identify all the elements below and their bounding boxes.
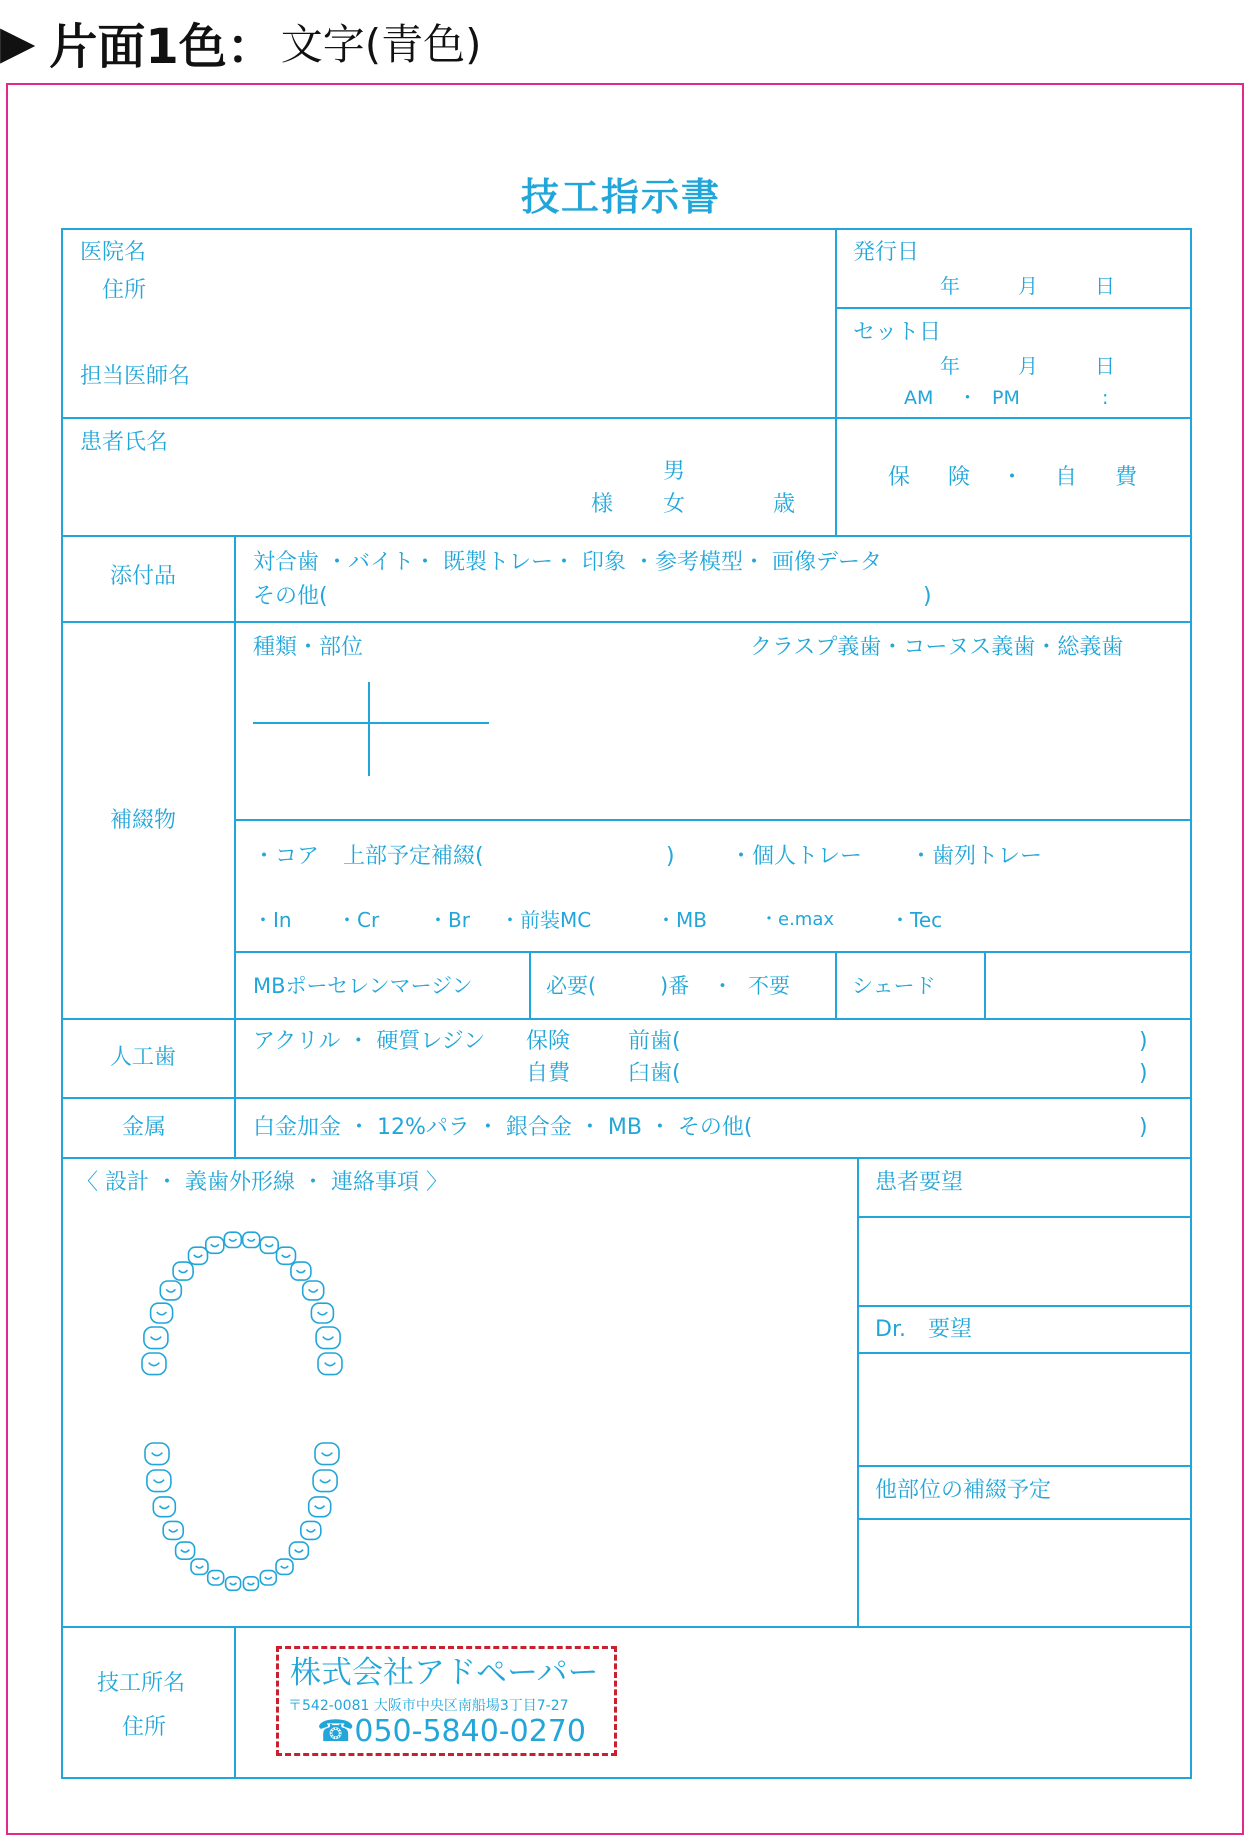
- col-divider: [835, 951, 837, 1020]
- patient-request-label: 患者要望: [875, 1170, 964, 1195]
- tooth-outline: [318, 1353, 342, 1375]
- tooth-outline: [291, 1262, 311, 1280]
- tooth-outline: [191, 1559, 208, 1574]
- restoration-upper-plan-open: 上部予定補綴(: [343, 844, 484, 869]
- tooth-groove: [212, 1577, 219, 1579]
- company-phone: [317, 1714, 586, 1749]
- clinic-name-label: 医院名: [80, 240, 147, 265]
- set-date-dot: ・: [958, 387, 978, 409]
- restoration-denture-types: クラスプ義歯・コーヌス義歯・総義歯: [750, 635, 1124, 660]
- tooth-outline: [153, 1497, 175, 1517]
- tooth-outline: [176, 1542, 195, 1559]
- tooth-groove: [248, 1583, 255, 1585]
- phone-icon: ☎: [317, 1714, 355, 1749]
- company-address: 〒542-0081 大阪市中央区南船場3丁目7-27: [288, 1698, 569, 1714]
- tooth-groove: [295, 1550, 303, 1552]
- tooth-outline: [224, 1232, 241, 1247]
- tooth-groove: [265, 1577, 272, 1579]
- patient-honorific: 様: [591, 492, 614, 517]
- tooth-outline: [189, 1247, 208, 1264]
- artificial-teeth-self-pay: 自費: [526, 1061, 571, 1086]
- col-divider: [835, 417, 837, 537]
- patient-age: 歳: [773, 492, 796, 517]
- restoration-item-cr: ・Cr: [337, 908, 380, 932]
- tooth-groove: [320, 1480, 331, 1483]
- artificial-teeth-front-close: ): [1139, 1029, 1148, 1054]
- artificial-teeth-molar-open: 臼歯(: [628, 1061, 681, 1086]
- tooth-groove: [309, 1289, 318, 1292]
- tooth-groove: [181, 1550, 189, 1552]
- tooth-groove: [160, 1506, 170, 1509]
- set-date-colon: :: [1102, 387, 1109, 409]
- mb-dot: ・: [712, 974, 733, 998]
- tooth-groove: [179, 1270, 188, 1273]
- tooth-groove: [297, 1270, 306, 1273]
- tooth-outline: [163, 1521, 183, 1539]
- patient-name-label: 患者氏名: [80, 430, 169, 455]
- attachments-options: 対合歯 ・バイト・ 既製トレー・ 印象 ・参考模型・ 画像データ: [253, 550, 882, 575]
- row-divider: [61, 1018, 1192, 1020]
- tooth-outline: [309, 1497, 331, 1517]
- restoration-item-mb: ・MB: [656, 908, 707, 932]
- row-divider: [857, 1352, 1192, 1354]
- tooth-outline: [243, 1232, 260, 1247]
- shade-label: シェード: [852, 974, 936, 998]
- tooth-outline: [313, 1470, 337, 1492]
- col-divider: [835, 228, 837, 419]
- row-divider: [61, 417, 1192, 419]
- tooth-outline: [226, 1577, 241, 1591]
- lab-address-label: 住所: [122, 1715, 167, 1740]
- attachments-other-open: その他(: [253, 584, 328, 609]
- tooth-groove: [152, 1453, 163, 1456]
- patient-female: 女: [663, 492, 686, 517]
- tooth-groove: [265, 1244, 273, 1246]
- tooth-outline: [315, 1443, 339, 1465]
- tooth-outline: [160, 1281, 181, 1300]
- artificial-teeth-material: アクリル ・ 硬質レジン: [253, 1029, 486, 1054]
- restoration-dentition-tray: ・歯列トレー: [910, 844, 1043, 869]
- tooth-groove: [196, 1566, 203, 1568]
- tooth-outline: [144, 1327, 168, 1349]
- other-plan-label: 他部位の補綴予定: [875, 1478, 1052, 1503]
- mb-not-needed: 不要: [748, 974, 790, 998]
- restoration-type-label: 種類・部位: [253, 635, 364, 660]
- tooth-groove: [166, 1289, 175, 1292]
- tooth-outline: [145, 1443, 169, 1465]
- company-name: 株式会社アドペーパー: [290, 1655, 599, 1691]
- issue-date-year: 年: [940, 274, 960, 298]
- mb-needed-close: )番: [660, 974, 690, 998]
- set-date-pm: PM: [992, 387, 1020, 409]
- tooth-groove: [151, 1337, 162, 1340]
- clinic-address-label: 住所: [102, 278, 147, 303]
- restoration-item-br: ・Br: [428, 908, 470, 932]
- issue-date-label: 発行日: [853, 240, 920, 265]
- metal-close: ): [1139, 1115, 1148, 1140]
- tooth-groove: [154, 1480, 165, 1483]
- restoration-core: ・コア: [253, 844, 320, 869]
- tooth-groove: [248, 1239, 255, 1241]
- tooth-groove: [169, 1529, 178, 1532]
- tooth-chart-icon: [120, 1215, 370, 1615]
- row-divider: [857, 1216, 1192, 1218]
- patient-male: 男: [663, 459, 686, 484]
- tooth-outline: [208, 1571, 224, 1585]
- tooth-outline: [303, 1281, 324, 1300]
- set-date-label: セット日: [853, 320, 942, 345]
- tooth-outline: [260, 1571, 276, 1585]
- artificial-teeth-molar-close: ): [1139, 1061, 1148, 1086]
- issue-date-month: 月: [1018, 274, 1038, 298]
- tooth-groove: [211, 1244, 219, 1246]
- row-divider: [857, 1305, 1192, 1307]
- company-phone-number: 050-5840-0270: [354, 1714, 586, 1749]
- tooth-quadrant-horizontal: [253, 722, 489, 724]
- tooth-groove: [306, 1529, 315, 1532]
- tooth-groove: [281, 1566, 288, 1568]
- form-title: 技工指示書: [521, 175, 722, 219]
- row-divider: [61, 535, 1192, 537]
- insurance-dot: ・: [1001, 465, 1024, 490]
- tooth-outline: [301, 1521, 321, 1539]
- col-divider: [234, 535, 236, 1159]
- tooth-groove: [229, 1239, 236, 1241]
- artificial-teeth-label: 人工歯: [110, 1045, 177, 1070]
- tooth-outline: [289, 1542, 308, 1559]
- row-divider: [235, 951, 1192, 953]
- doctor-label: 担当医師名: [80, 364, 191, 389]
- col-divider: [857, 1157, 859, 1628]
- col-divider: [234, 1626, 236, 1779]
- header-title-main: 片面1色：: [49, 18, 275, 75]
- tooth-groove: [322, 1453, 333, 1456]
- set-date-month: 月: [1018, 354, 1038, 378]
- tooth-outline: [151, 1303, 173, 1323]
- tooth-groove: [230, 1583, 237, 1585]
- play-triangle-icon: ▶: [0, 15, 36, 69]
- tooth-groove: [323, 1337, 334, 1340]
- col-divider: [529, 951, 531, 1020]
- artificial-teeth-front-open: 前歯(: [628, 1029, 681, 1054]
- restoration-individual-tray: ・個人トレー: [730, 844, 863, 869]
- insurance-ho: 保: [888, 465, 911, 490]
- tooth-groove: [325, 1363, 336, 1366]
- row-divider: [61, 621, 1192, 623]
- restoration-label: 補綴物: [110, 808, 177, 833]
- metal-options: 白金加金 ・ 12%パラ ・ 銀合金 ・ MB ・ その他(: [253, 1115, 753, 1140]
- attachments-other-close: ): [923, 584, 932, 609]
- tooth-outline: [173, 1262, 193, 1280]
- restoration-item-emax: ・e.max: [760, 909, 835, 930]
- mb-needed-open: 必要(: [546, 974, 597, 998]
- lab-name-label: 技工所名: [97, 1671, 186, 1696]
- tooth-outline: [276, 1559, 293, 1574]
- attachments-label: 添付品: [110, 564, 177, 589]
- row-divider: [857, 1465, 1192, 1467]
- tooth-outline: [206, 1237, 224, 1253]
- mb-margin-label: MBポーセレンマージン: [253, 974, 473, 998]
- restoration-upper-plan-close: ): [666, 844, 675, 869]
- tooth-outline: [311, 1303, 333, 1323]
- metal-label: 金属: [122, 1115, 167, 1140]
- tooth-outline: [243, 1577, 258, 1591]
- artificial-teeth-insurance: 保険: [526, 1029, 571, 1054]
- tooth-outline: [142, 1353, 166, 1375]
- tooth-outline: [277, 1247, 296, 1264]
- insurance-hi: 費: [1115, 465, 1138, 490]
- tooth-outline: [260, 1237, 278, 1253]
- row-divider: [857, 1518, 1192, 1520]
- row-divider: [836, 307, 1192, 309]
- tooth-groove: [157, 1312, 167, 1315]
- tooth-groove: [318, 1312, 328, 1315]
- tooth-groove: [149, 1363, 160, 1366]
- doctor-request-label: Dr. 要望: [875, 1317, 972, 1342]
- row-divider: [61, 1157, 1192, 1159]
- tooth-groove: [194, 1255, 202, 1257]
- restoration-item-mc: ・前装MC: [500, 908, 592, 932]
- set-date-day: 日: [1095, 354, 1115, 378]
- company-stamp: [276, 1646, 617, 1756]
- col-divider: [984, 951, 986, 1020]
- design-label: 〈 設計 ・ 義歯外形線 ・ 連絡事項 〉: [76, 1170, 448, 1195]
- restoration-item-tec: ・Tec: [890, 908, 943, 932]
- insurance-ji: 自: [1055, 465, 1078, 490]
- tooth-quadrant-vertical: [368, 682, 370, 776]
- set-date-am: AM: [904, 387, 934, 409]
- row-divider: [235, 819, 1192, 821]
- issue-date-day: 日: [1095, 274, 1115, 298]
- set-date-year: 年: [940, 354, 960, 378]
- header-title: [0, 6, 482, 78]
- tooth-outline: [316, 1327, 340, 1349]
- tooth-outline: [147, 1470, 171, 1492]
- row-divider: [61, 1626, 1192, 1628]
- tooth-groove: [315, 1506, 325, 1509]
- restoration-item-in: ・In: [253, 908, 292, 932]
- header-title-sub: 文字(青色): [280, 20, 482, 69]
- insurance-ken: 険: [948, 465, 971, 490]
- tooth-groove: [282, 1255, 290, 1257]
- row-divider: [61, 1097, 1192, 1099]
